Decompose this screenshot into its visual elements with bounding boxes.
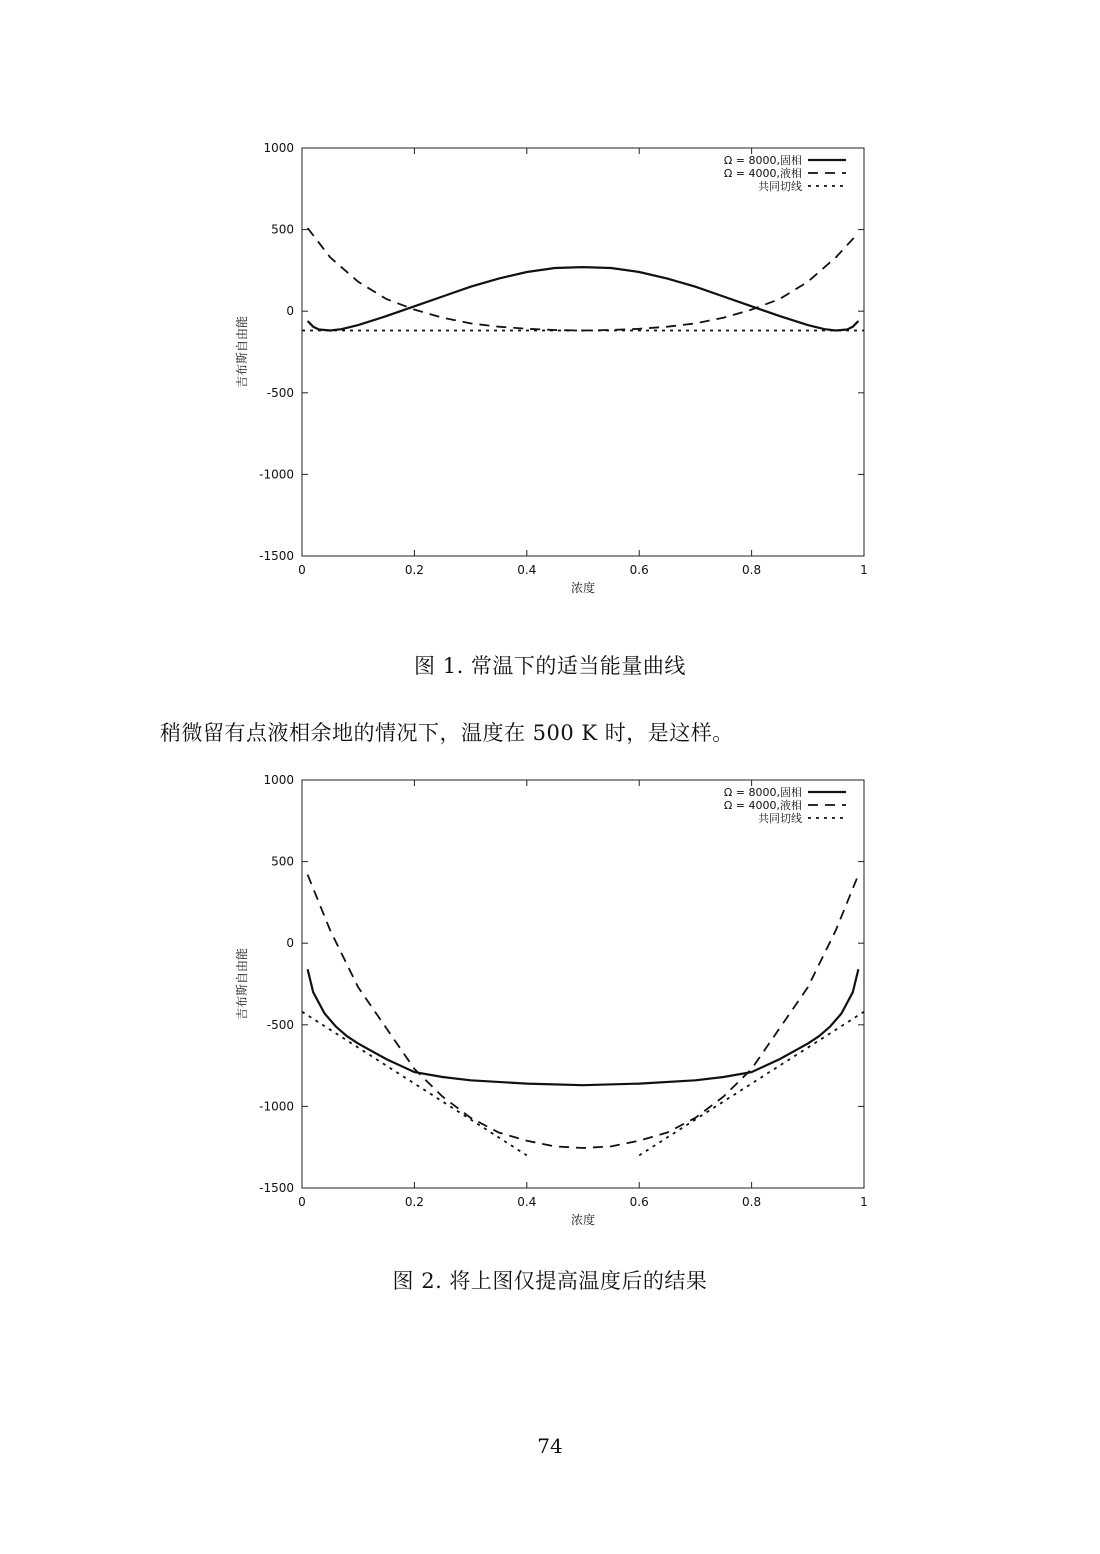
legend-label: Ω = 4000,液相 bbox=[723, 799, 802, 812]
x-tick-label: 0.6 bbox=[629, 1195, 649, 1209]
figure-1-caption: 图 1. 常温下的适当能量曲线 bbox=[414, 654, 686, 678]
x-tick-label: 0.6 bbox=[629, 563, 649, 577]
y-tick-label: 1000 bbox=[263, 773, 294, 787]
x-tick-label: 0 bbox=[298, 1195, 306, 1209]
x-tick-label: 0.8 bbox=[742, 1195, 762, 1209]
chart-1 bbox=[0, 130, 1100, 610]
legend-label: Ω = 4000,液相 bbox=[723, 167, 802, 180]
page-number: 74 bbox=[537, 1434, 563, 1458]
series-line-1 bbox=[308, 267, 859, 330]
x-tick-label: 0 bbox=[298, 563, 306, 577]
plot-frame bbox=[302, 148, 864, 556]
chart-2 bbox=[0, 762, 1100, 1242]
x-tick-label: 0.8 bbox=[742, 563, 762, 577]
x-tick-label: 0.2 bbox=[404, 1195, 424, 1209]
body-paragraph: 稍微留有点液相余地的情况下，温度在 500 K 时，是这样。 bbox=[160, 721, 734, 745]
series-line-3 bbox=[302, 1012, 527, 1156]
x-axis-label: 浓度 bbox=[570, 581, 596, 595]
y-tick-label: -500 bbox=[266, 1017, 294, 1032]
x-tick-label: 1 bbox=[860, 563, 868, 577]
y-axis-label: 吉布斯自由能 bbox=[235, 315, 249, 389]
legend-label: 共同切线 bbox=[758, 812, 802, 825]
x-tick-label: 0.4 bbox=[517, 1195, 537, 1209]
legend-label: Ω = 8000,固相 bbox=[723, 786, 802, 799]
y-tick-label: 500 bbox=[271, 854, 294, 869]
y-tick-label: 0 bbox=[286, 936, 294, 951]
figure-2-caption: 图 2. 将上图仅提高温度后的结果 bbox=[392, 1269, 708, 1293]
y-tick-label: 500 bbox=[271, 222, 294, 237]
x-tick-label: 0.4 bbox=[517, 563, 537, 577]
y-tick-label: 0 bbox=[286, 304, 294, 319]
y-tick-label: -1500 bbox=[259, 1181, 294, 1195]
legend-label: Ω = 8000,固相 bbox=[723, 154, 802, 167]
series-line-2 bbox=[308, 875, 859, 1148]
y-axis-label: 吉布斯自由能 bbox=[235, 947, 249, 1021]
y-tick-label: -1500 bbox=[259, 549, 294, 563]
plot-frame bbox=[302, 780, 864, 1188]
y-tick-label: -500 bbox=[266, 385, 294, 400]
y-tick-label: -1000 bbox=[259, 1099, 294, 1114]
x-tick-label: 0.2 bbox=[404, 563, 424, 577]
series-line-3 bbox=[639, 1012, 864, 1156]
x-axis-label: 浓度 bbox=[570, 1213, 596, 1227]
y-tick-label: -1000 bbox=[259, 467, 294, 482]
x-tick-label: 1 bbox=[860, 1195, 868, 1209]
legend-label: 共同切线 bbox=[758, 180, 802, 193]
y-tick-label: 1000 bbox=[263, 141, 294, 155]
